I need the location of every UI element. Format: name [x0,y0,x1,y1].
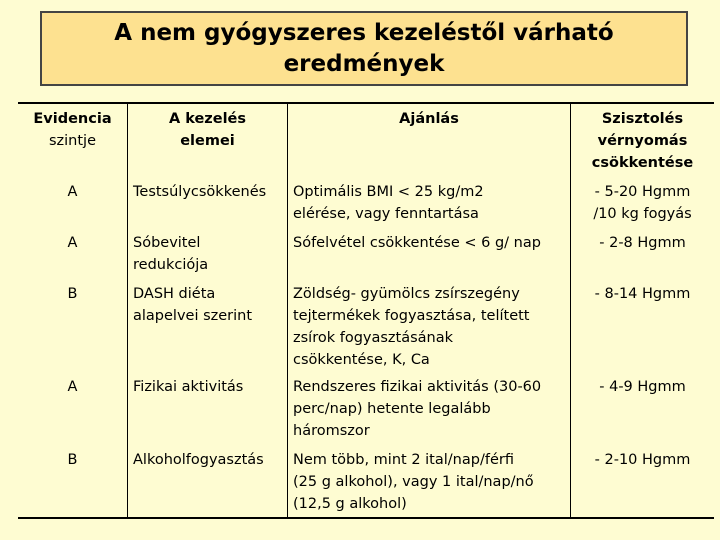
row-1-element [133,181,266,203]
row-2-recommendation-line1: Sófelvétel csökkentése < 6 g/ nap [293,235,541,251]
row-4-recommendation [293,376,541,442]
row-5-recommendation [293,449,534,515]
row-3-reduction-line1: - 8-14 Hgmm [594,286,691,302]
row-4-recommendation-line2: perc/nap) hetente legalább [293,401,491,417]
header-evidence-line1: Evidencia [33,111,112,127]
row-1-element-line1: Testsúlycsökkenés [133,184,267,200]
column-divider [287,104,288,517]
header-evidence-line2: szintje [48,133,97,149]
header-reduction-line3: csökkentése [591,155,694,171]
row-5-level: B [67,452,78,468]
row-5-recommendation-line1: Nem több, mint 2 ital/nap/férfi [293,452,514,468]
row-4-reduction [571,376,714,398]
header-reduction-line2: vérnyomás [597,133,688,149]
row-1-recommendation [293,181,484,225]
row-4-element-line1: Fizikai aktivitás [133,379,244,395]
row-2-reduction [571,232,714,254]
page-title: A nem gyógyszeres kezeléstől várható eredmények [114,19,614,77]
row-3-element-line2: alapelvei szerint [133,308,253,324]
title-box [40,11,688,86]
row-2-element [133,232,208,276]
row-1-reduction [571,181,714,225]
row-3-element-line1: DASH diéta [133,286,216,302]
row-2-reduction-line1: - 2-8 Hgmm [599,235,686,251]
header-elements-line1: A kezelés [168,111,247,127]
row-4-level: A [67,379,78,395]
row-5-recommendation-line3: (12,5 g alkohol) [293,496,407,512]
row-5-reduction [571,449,714,471]
row-1-recommendation-line1: Optimális BMI < 25 kg/m2 [293,184,484,200]
header-reduction-line1: Szisztolés [601,111,684,127]
row-4-recommendation-line3: háromszor [293,423,370,439]
row-2-element-line1: Sóbevitel [133,235,201,251]
column-divider [127,104,128,517]
row-2-element-line2: redukciója [133,257,209,273]
row-3-element [133,283,252,327]
table-top-rule [18,102,714,104]
row-1-reduction-line1: - 5-20 Hgmm [594,184,691,200]
row-5-reduction-line1: - 2-10 Hgmm [594,452,691,468]
row-3-recommendation-line1: Zöldség- gyümölcs zsírszegény [293,286,520,302]
row-1-recommendation-line2: elérése, vagy fenntartása [293,206,479,222]
row-4-element [133,376,243,398]
row-3-recommendation [293,283,529,371]
row-3-recommendation-line4: csökkentése, K, Ca [293,352,430,368]
row-3-reduction [571,283,714,305]
header-elements-line2: elemei [180,133,235,149]
row-1-reduction-line2: /10 kg fogyás [593,206,692,222]
header-recommendation [288,108,570,130]
header-recommendation-line1: Ajánlás [399,111,459,127]
row-3-recommendation-line3: zsírok fogyasztásának [293,330,454,346]
row-5-element-line1: Alkoholfogyasztás [133,452,264,468]
row-5-recommendation-line2: (25 g alkohol), vagy 1 ital/nap/nő [293,474,534,490]
row-1-level: A [67,184,78,200]
table-bottom-rule [18,517,714,519]
row-4-recommendation-line1: Rendszeres fizikai aktivitás (30-60 [293,379,542,395]
header-elements [128,108,287,152]
header-reduction [571,108,714,174]
row-2-level: A [67,235,78,251]
header-evidence [18,108,127,152]
row-3-recommendation-line2: tejtermékek fogyasztása, telített [293,308,530,324]
row-3-level: B [67,286,78,302]
row-4-reduction-line1: - 4-9 Hgmm [599,379,686,395]
row-2-recommendation [293,232,541,254]
row-5-element [133,449,264,471]
